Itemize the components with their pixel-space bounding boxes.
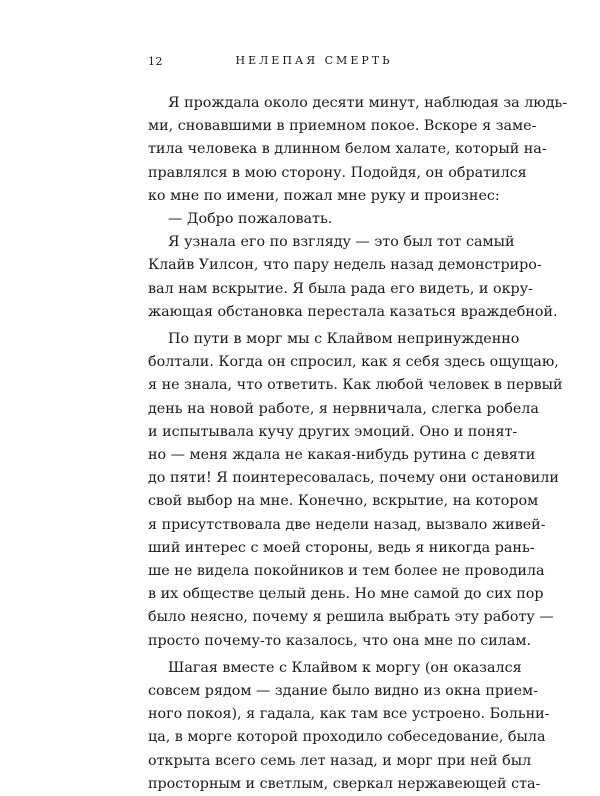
text-line: совсем рядом — здание было видно из окна прием- xyxy=(148,683,538,700)
text-line: в их обществе целый день. Но мне самой до сих пор xyxy=(148,586,544,603)
book-title: НЕЛЕПАЯ СМЕРТЬ xyxy=(235,54,393,67)
text-line: ше не видела покойников и тем более не проводила xyxy=(148,563,545,580)
text-line: вал нам вскрытие. Я была рада его видеть, и окру- xyxy=(148,280,533,297)
text-line: свой выбор на мне. Конечно, вскрытие, на котором xyxy=(148,493,539,510)
text-line: и испытывала кучу других эмоций. Оно и понят- xyxy=(148,423,518,440)
text-line: просто почему-то казалось, что она мне по силам. xyxy=(148,632,532,649)
text-line: день на новой работе, я нервничала, слегка робела xyxy=(148,400,539,417)
text-line: ца, в морге которой проходило собеседование, была xyxy=(148,729,546,746)
text-line: я не знала, что ответить. Как любой человек в первый xyxy=(148,377,563,394)
text-line: до пяти! Я поинтересовалась, почему они остановили xyxy=(148,470,559,487)
text-line: я присутствовала две недели назад, вызвало живей- xyxy=(148,516,546,533)
running-head xyxy=(148,52,480,72)
page-number: 12 xyxy=(148,55,163,68)
text-line: По пути в морг мы с Клайвом непринужденно xyxy=(168,331,520,348)
text-line: Я узнала его по взгляду — это был тот самый xyxy=(168,234,515,251)
text-line: — Добро пожаловать. xyxy=(168,211,333,228)
text-line: но — меня ждала не какая-нибудь рутина с девяти xyxy=(148,447,536,464)
text-line: правлялся в мою сторону. Подойдя, он обратился xyxy=(148,164,527,181)
text-line: жающая обстановка перестала казаться враждебной. xyxy=(148,303,558,320)
text-line: ного покоя), я гадала, как там все устроено. Больни- xyxy=(148,706,550,723)
text-line: было неясно, почему я решила выбрать эту работу — xyxy=(148,609,554,626)
text-line: просторным и светлым, сверкал нержавеющей ста- xyxy=(148,775,541,792)
body-text xyxy=(148,92,568,796)
text-line: тила человека в длинном белом халате, который на- xyxy=(148,141,547,158)
text-line: ко мне по имени, пожал мне руку и произнес: xyxy=(148,187,500,204)
text-line: Я прождала около десяти минут, наблюдая за людь- xyxy=(168,95,568,111)
text-line: открыта всего семь лет назад, и морг при ней был xyxy=(148,752,532,769)
text-line: ший интерес с моей стороны, ведь я никогда рань- xyxy=(148,539,535,556)
text-line: Шагая вместе с Клайвом к моргу (он оказался xyxy=(168,659,522,676)
text-line: Клайв Уилсон, что пару недель назад демонстриро- xyxy=(148,257,542,274)
text-line: ми, сновавшими в приемном покое. Вскоре я заме- xyxy=(148,118,537,135)
text-line: болтали. Когда он спросил, как я себя здесь ощущаю, xyxy=(148,354,559,371)
